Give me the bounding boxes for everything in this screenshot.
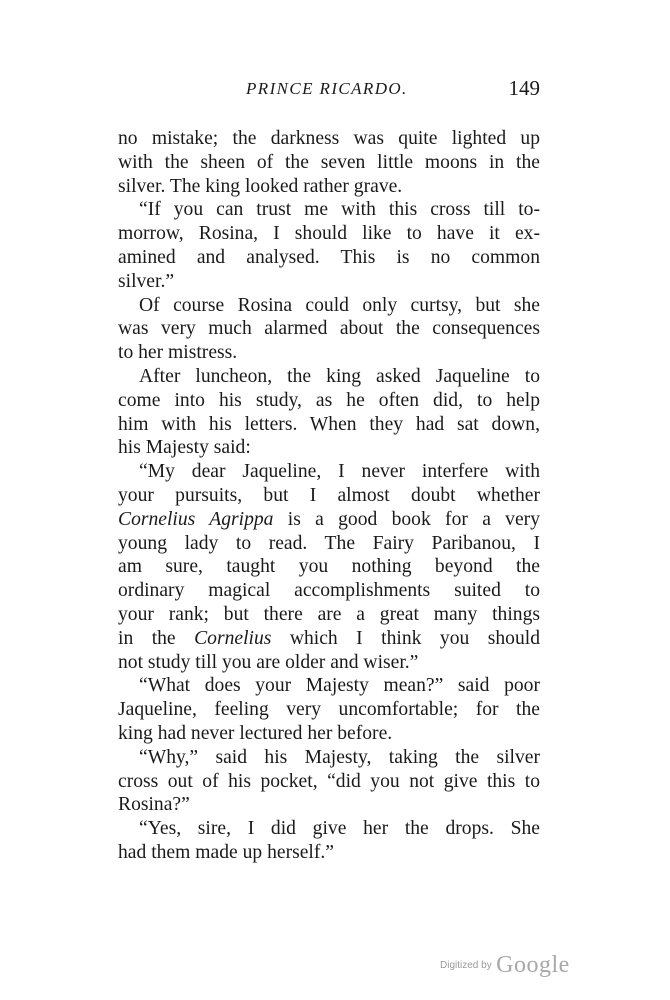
text-line xyxy=(118,222,540,246)
text-segment: “Yes, sire, I did give her the drops. She xyxy=(139,818,540,840)
text-line xyxy=(118,413,540,437)
text-segment: with the sheen of the seven little moons in the xyxy=(118,151,540,173)
text-line xyxy=(118,532,540,556)
text-line xyxy=(118,341,540,365)
page-header xyxy=(118,76,540,105)
text-segment: “What does your Majesty mean?” said poor xyxy=(139,675,540,697)
text-segment: Of course Rosina could only curtsy, but she xyxy=(139,294,540,316)
text-segment: not study till you are older and wiser.” xyxy=(118,651,419,673)
text-line xyxy=(118,198,540,222)
text-line xyxy=(118,484,540,508)
text-segment: morrow, Rosina, I should like to have it ex- xyxy=(118,223,540,245)
text-segment: Jaqueline, feeling very uncomfortable; for the xyxy=(118,699,540,721)
digitized-watermark xyxy=(440,952,570,979)
text-line xyxy=(118,841,540,865)
text-segment: is a good book for a very xyxy=(273,508,540,530)
text-line xyxy=(118,508,540,532)
text-segment: to her mistress. xyxy=(118,342,238,364)
text-line xyxy=(118,151,540,175)
text-line xyxy=(118,579,540,603)
text-line xyxy=(118,460,540,484)
text-segment: no mistake; the darkness was quite lighted up xyxy=(118,128,540,149)
text-segment: young lady to read. The Fairy Paribanou, I xyxy=(118,532,540,554)
text-segment: silver. The king looked rather grave. xyxy=(118,175,403,197)
text-segment: Rosina?” xyxy=(118,794,190,816)
text-segment: am sure, taught you nothing beyond the xyxy=(118,556,540,578)
text-segment: was very much alarmed about the consequences xyxy=(118,318,540,340)
text-segment: “Why,” said his Majesty, taking the silver xyxy=(139,746,540,768)
text-segment: your rank; but there are a great many things xyxy=(118,603,540,625)
text-line xyxy=(118,436,540,460)
text-line xyxy=(118,746,540,770)
text-segment: his Majesty said: xyxy=(118,437,251,459)
text-segment: your pursuits, but I almost doubt whether xyxy=(118,484,540,506)
text-line xyxy=(118,317,540,341)
text-segment: “If you can trust me with this cross till to- xyxy=(139,199,540,221)
text-line xyxy=(118,793,540,817)
text-segment: king had never lectured her before. xyxy=(118,722,393,744)
text-segment: him with his letters. When they had sat down, xyxy=(118,413,540,435)
text-line xyxy=(118,246,540,270)
text-line xyxy=(118,365,540,389)
text-segment: amined and analysed. This is no common xyxy=(118,246,540,268)
running-head: PRINCE RICARDO. xyxy=(246,79,408,98)
text-segment: cross out of his pocket, “did you not give this to xyxy=(118,770,540,792)
text-line xyxy=(118,270,540,294)
italic-title: Cornelius xyxy=(194,627,272,649)
text-segment: which I think you should xyxy=(271,627,540,649)
body-text xyxy=(118,127,540,865)
text-segment: come into his study, as he often did, to help xyxy=(118,389,540,411)
text-line xyxy=(118,603,540,627)
digitized-label: Digitized by xyxy=(440,960,492,971)
text-line xyxy=(118,698,540,722)
text-segment: had them made up herself.” xyxy=(118,841,334,863)
text-line xyxy=(118,555,540,579)
page-number: 149 xyxy=(508,76,540,100)
text-segment: in the xyxy=(118,627,195,649)
text-line xyxy=(118,294,540,318)
text-segment: After luncheon, the king asked Jaqueline to xyxy=(139,365,540,387)
text-line xyxy=(118,674,540,698)
text-line xyxy=(118,722,540,746)
text-segment: ordinary magical accomplishments suited to xyxy=(118,580,540,602)
text-line xyxy=(118,770,540,794)
text-segment: “My dear Jaqueline, I never interfere with xyxy=(139,461,540,483)
text-segment: silver.” xyxy=(118,270,175,292)
google-wordmark: Google xyxy=(496,952,570,978)
text-line xyxy=(118,817,540,841)
text-line xyxy=(118,651,540,675)
text-line xyxy=(118,175,540,199)
text-line xyxy=(118,127,540,151)
italic-title: Cornelius Agrippa xyxy=(118,508,274,530)
text-line xyxy=(118,389,540,413)
text-line xyxy=(118,627,540,651)
